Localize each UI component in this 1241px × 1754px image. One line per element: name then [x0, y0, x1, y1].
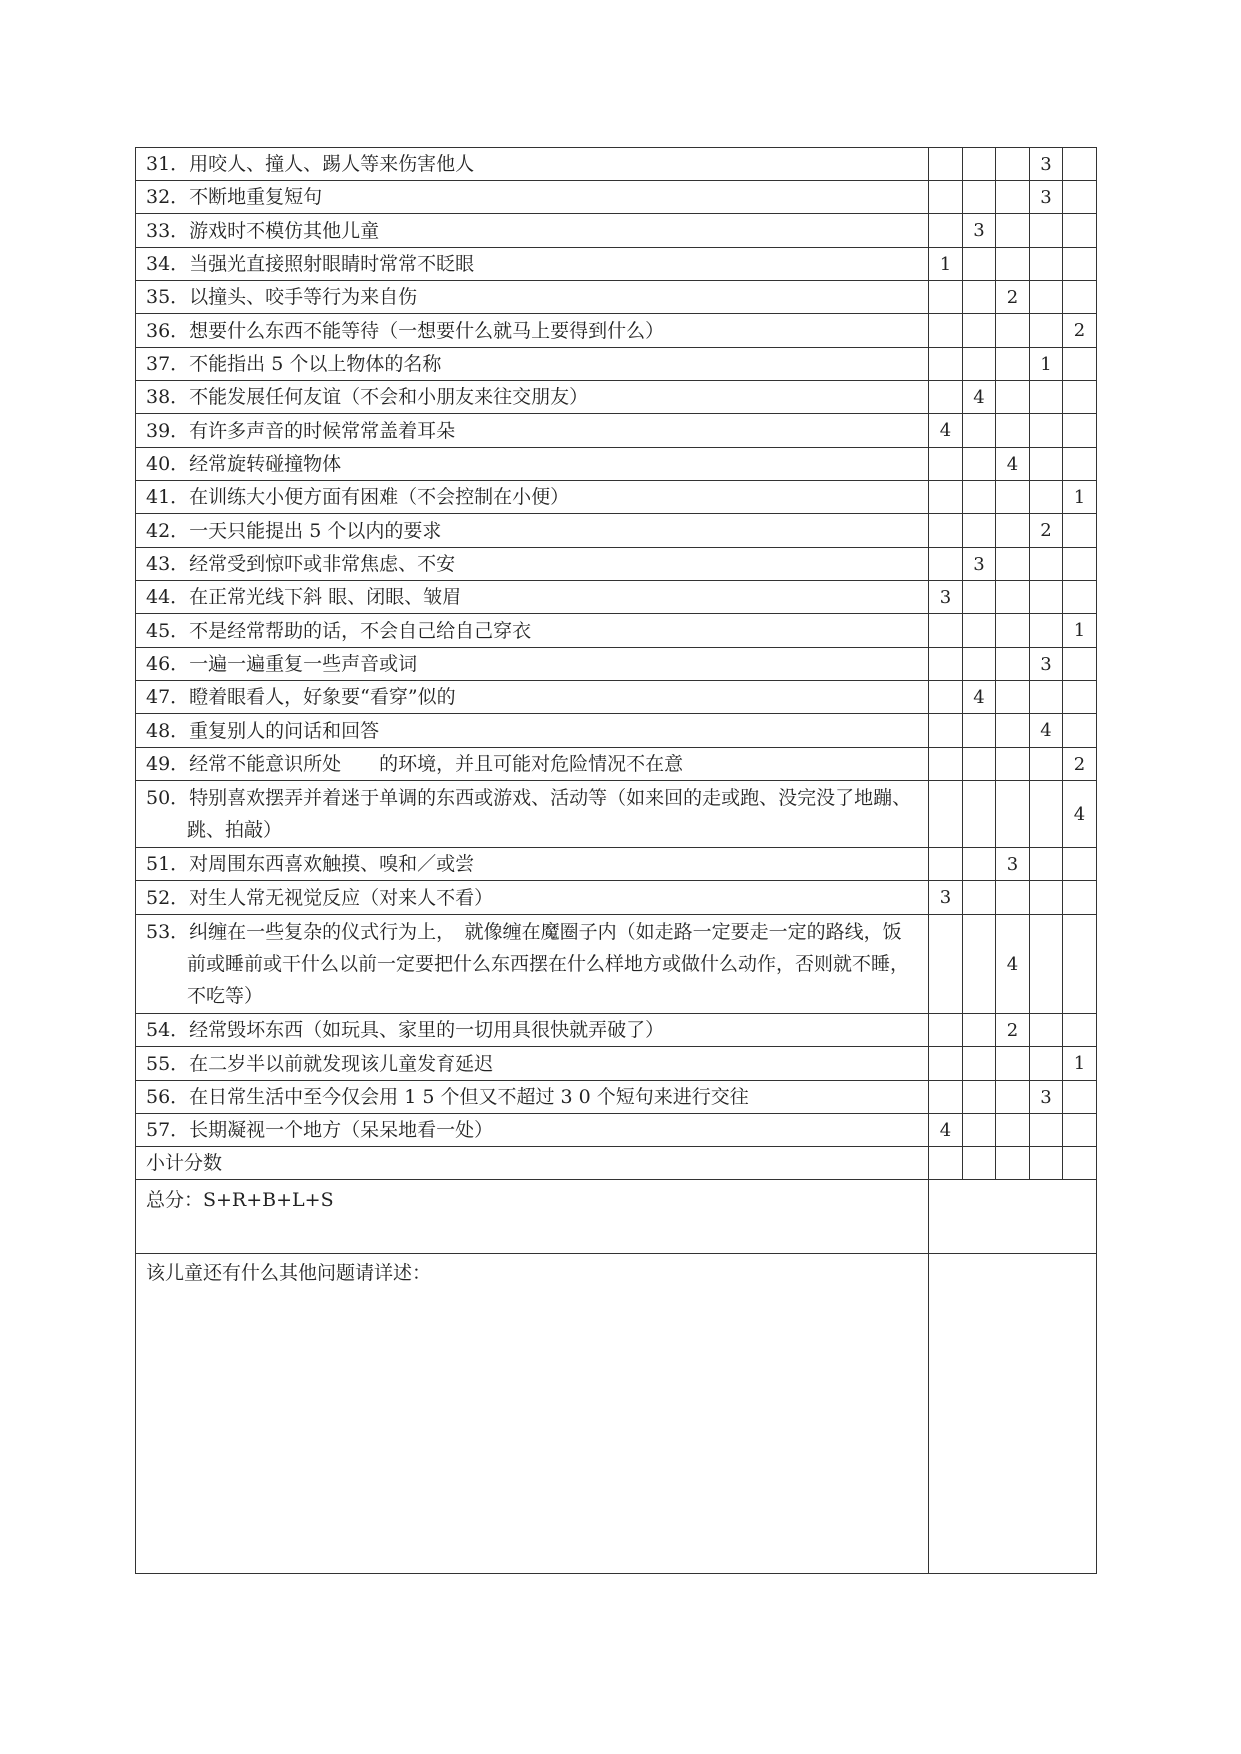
subtotal-cell[interactable]	[963, 1147, 996, 1180]
score-cell[interactable]	[929, 348, 963, 381]
table-row	[136, 448, 1097, 481]
score-cell[interactable]: 2	[1063, 314, 1097, 348]
score-cell[interactable]: 3	[963, 214, 996, 248]
score-cell[interactable]	[996, 148, 1030, 181]
score-cell[interactable]	[1063, 281, 1097, 314]
score-cell[interactable]	[963, 414, 996, 448]
score-cell[interactable]	[1030, 681, 1063, 714]
notes-answer-cell[interactable]	[929, 1254, 1097, 1574]
score-cell[interactable]	[1030, 214, 1063, 248]
score-cell[interactable]	[1063, 348, 1097, 381]
total-label: 总分：S+R+B+L+S	[136, 1180, 929, 1254]
score-cell[interactable]	[963, 148, 996, 181]
item-label: 37．不能指出 5 个以上物体的名称	[146, 353, 442, 375]
score-cell[interactable]	[1063, 681, 1097, 714]
item-label: 56．在日常生活中至今仅会用 1 5 个但又不超过 3 0 个短句来进行交往	[146, 1086, 749, 1108]
item-label: 35．以撞头、咬手等行为来自伤	[146, 286, 418, 308]
score-cell[interactable]	[996, 548, 1030, 581]
item-text	[136, 915, 929, 1014]
table-row	[136, 348, 1097, 381]
score-cell[interactable]	[1030, 748, 1063, 781]
score-cell[interactable]	[963, 281, 996, 314]
score-cell[interactable]: 4	[1063, 781, 1097, 848]
item-text	[136, 681, 929, 714]
table-row	[136, 381, 1097, 414]
score-cell[interactable]: 3	[1030, 648, 1063, 681]
score-cell[interactable]: 3	[1030, 1081, 1063, 1114]
score-cell[interactable]	[1030, 581, 1063, 614]
subtotal-row	[136, 1147, 1097, 1180]
subtotal-cell[interactable]	[1030, 1147, 1063, 1180]
table-row	[136, 614, 1097, 648]
score-cell[interactable]: 1	[1063, 481, 1097, 514]
table-row	[136, 581, 1097, 614]
item-label: 43．经常受到惊吓或非常焦虑、不安	[146, 553, 456, 575]
score-cell[interactable]	[929, 648, 963, 681]
item-text	[136, 848, 929, 881]
subtotal-cell[interactable]	[996, 1147, 1030, 1180]
score-cell[interactable]	[929, 1014, 963, 1047]
score-cell[interactable]	[929, 714, 963, 748]
score-cell[interactable]	[963, 748, 996, 781]
score-cell[interactable]: 3	[963, 548, 996, 581]
score-cell[interactable]	[996, 748, 1030, 781]
score-cell[interactable]	[996, 881, 1030, 915]
item-text	[136, 381, 929, 414]
score-cell[interactable]	[963, 848, 996, 881]
score-cell[interactable]	[963, 648, 996, 681]
score-cell[interactable]	[1063, 381, 1097, 414]
score-cell[interactable]	[1030, 448, 1063, 481]
score-cell[interactable]	[929, 548, 963, 581]
score-cell[interactable]	[1063, 214, 1097, 248]
score-cell[interactable]	[929, 448, 963, 481]
score-cell[interactable]	[1063, 1114, 1097, 1147]
score-cell[interactable]	[963, 1014, 996, 1047]
item-label: 49．经常不能意识所处 的环境，并且可能对危险情况不在意	[146, 753, 684, 775]
item-text	[136, 1014, 929, 1047]
score-cell[interactable]	[929, 281, 963, 314]
score-cell[interactable]	[996, 248, 1030, 281]
item-label: 36．想要什么东西不能等待（一想要什么就马上要得到什么）	[146, 319, 665, 342]
score-cell[interactable]	[963, 248, 996, 281]
score-cell[interactable]: 3	[1030, 148, 1063, 181]
score-cell[interactable]	[929, 781, 963, 848]
item-label: 52．对生人常无视觉反应（对来人不看）	[146, 886, 494, 909]
score-cell[interactable]	[1063, 1081, 1097, 1114]
score-cell[interactable]	[1030, 1047, 1063, 1081]
item-text	[136, 248, 929, 281]
score-cell[interactable]: 2	[996, 1014, 1030, 1047]
item-text	[136, 514, 929, 548]
table-row	[136, 148, 1097, 181]
score-cell[interactable]	[963, 614, 996, 648]
item-label: 40．经常旋转碰撞物体	[146, 453, 342, 475]
score-cell[interactable]	[996, 314, 1030, 348]
item-text	[136, 214, 929, 248]
score-cell[interactable]	[996, 648, 1030, 681]
score-cell[interactable]: 3	[996, 848, 1030, 881]
score-cell[interactable]	[1030, 881, 1063, 915]
score-cell[interactable]	[996, 381, 1030, 414]
table-row	[136, 781, 1097, 848]
item-label: 46．一遍一遍重复一些声音或词	[146, 653, 418, 675]
score-cell[interactable]	[963, 781, 996, 848]
score-cell[interactable]	[996, 1047, 1030, 1081]
item-text	[136, 148, 929, 181]
table-row	[136, 1047, 1097, 1081]
score-cell[interactable]	[963, 1114, 996, 1147]
table-row	[136, 1114, 1097, 1147]
table-row	[136, 214, 1097, 248]
item-rows	[136, 148, 1097, 1147]
score-cell[interactable]	[1030, 781, 1063, 848]
score-cell[interactable]	[996, 681, 1030, 714]
score-cell[interactable]: 4	[963, 681, 996, 714]
score-cell[interactable]	[1030, 414, 1063, 448]
item-label: 53．纠缠在一些复杂的仪式行为上， 就像缠在魔圈子内（如走路一定要走一定的路线，饭前或睡前或干什么以前一定要把什么东西摆在什么样地方或做什么动作，否则就不睡，不吃等）	[146, 921, 910, 1007]
score-cell[interactable]	[1030, 614, 1063, 648]
score-cell[interactable]	[1063, 581, 1097, 614]
table-row	[136, 1081, 1097, 1114]
score-cell[interactable]	[1063, 548, 1097, 581]
score-cell[interactable]	[963, 881, 996, 915]
score-cell[interactable]	[929, 514, 963, 548]
score-cell[interactable]	[1030, 381, 1063, 414]
item-text	[136, 581, 929, 614]
score-cell[interactable]	[929, 148, 963, 181]
item-text	[136, 748, 929, 781]
item-label: 47．瞪着眼看人，好象要“看穿”似的	[146, 686, 456, 708]
score-cell[interactable]	[996, 781, 1030, 848]
score-cell[interactable]	[996, 481, 1030, 514]
score-cell[interactable]	[929, 614, 963, 648]
score-cell[interactable]: 1	[929, 248, 963, 281]
score-cell[interactable]	[963, 714, 996, 748]
item-text	[136, 314, 929, 348]
score-cell[interactable]	[1063, 148, 1097, 181]
score-cell[interactable]	[1030, 1014, 1063, 1047]
score-cell[interactable]	[1063, 915, 1097, 1014]
score-cell[interactable]	[996, 714, 1030, 748]
scoring-table	[135, 147, 1097, 1574]
score-cell[interactable]	[1030, 1114, 1063, 1147]
score-cell[interactable]	[996, 214, 1030, 248]
table-row	[136, 414, 1097, 448]
score-cell[interactable]	[963, 915, 996, 1014]
table-row	[136, 748, 1097, 781]
score-cell[interactable]	[996, 614, 1030, 648]
total-row	[136, 1180, 1097, 1254]
score-cell[interactable]	[963, 1047, 996, 1081]
item-label: 45．不是经常帮助的话，不会自己给自己穿衣	[146, 619, 532, 642]
item-text	[136, 281, 929, 314]
table-row	[136, 314, 1097, 348]
score-cell[interactable]	[929, 1047, 963, 1081]
table-row	[136, 681, 1097, 714]
score-cell[interactable]: 3	[929, 581, 963, 614]
item-text	[136, 1047, 929, 1081]
score-cell[interactable]	[1030, 281, 1063, 314]
table-row	[136, 281, 1097, 314]
score-cell[interactable]	[929, 1081, 963, 1114]
score-cell[interactable]	[996, 414, 1030, 448]
item-text	[136, 348, 929, 381]
score-cell[interactable]	[1063, 1014, 1097, 1047]
table-row	[136, 915, 1097, 1014]
score-cell[interactable]	[1030, 314, 1063, 348]
notes-label: 该儿童还有什么其他问题请详述：	[136, 1254, 929, 1574]
item-label: 42．一天只能提出 5 个以内的要求	[146, 519, 442, 542]
score-cell[interactable]	[1030, 915, 1063, 1014]
score-cell[interactable]	[996, 181, 1030, 214]
total-value-cell[interactable]	[929, 1180, 1097, 1254]
score-cell[interactable]: 4	[1030, 714, 1063, 748]
score-cell[interactable]	[929, 481, 963, 514]
score-cell[interactable]	[929, 748, 963, 781]
score-cell[interactable]	[929, 915, 963, 1014]
score-cell[interactable]	[963, 1081, 996, 1114]
item-label: 55．在二岁半以前就发现该儿童发育延迟	[146, 1052, 494, 1075]
score-cell[interactable]	[1063, 881, 1097, 915]
item-label: 54．经常毁坏东西（如玩具、家里的一切用具很快就弄破了）	[146, 1019, 665, 1041]
score-cell[interactable]: 1	[1063, 614, 1097, 648]
score-cell[interactable]	[963, 514, 996, 548]
item-label: 48．重复别人的问话和回答	[146, 719, 380, 742]
item-label: 32．不断地重复短句	[146, 186, 323, 208]
score-cell[interactable]	[1030, 481, 1063, 514]
score-cell[interactable]	[963, 481, 996, 514]
score-cell[interactable]	[963, 314, 996, 348]
score-cell[interactable]	[1063, 248, 1097, 281]
score-cell[interactable]	[929, 214, 963, 248]
score-cell[interactable]	[1030, 848, 1063, 881]
score-cell[interactable]	[929, 381, 963, 414]
score-cell[interactable]	[1063, 648, 1097, 681]
item-label: 51．对周围东西喜欢触摸、嗅和／或尝	[146, 853, 475, 875]
item-label: 57．长期凝视一个地方（呆呆地看一处）	[146, 1119, 494, 1141]
score-cell[interactable]	[963, 181, 996, 214]
score-cell[interactable]	[996, 514, 1030, 548]
score-cell[interactable]	[1063, 448, 1097, 481]
score-cell[interactable]	[996, 1081, 1030, 1114]
subtotal-cell[interactable]	[1063, 1147, 1097, 1180]
score-cell[interactable]: 1	[1063, 1047, 1097, 1081]
table-row	[136, 548, 1097, 581]
item-text	[136, 714, 929, 748]
score-cell[interactable]: 2	[996, 281, 1030, 314]
item-label: 39．有许多声音的时候常常盖着耳朵	[146, 419, 456, 442]
score-cell[interactable]: 4	[996, 448, 1030, 481]
table-row	[136, 648, 1097, 681]
score-cell[interactable]	[963, 581, 996, 614]
score-cell[interactable]: 2	[1030, 514, 1063, 548]
score-cell[interactable]	[996, 581, 1030, 614]
score-cell[interactable]	[963, 448, 996, 481]
score-cell[interactable]: 1	[1030, 348, 1063, 381]
score-cell[interactable]	[996, 348, 1030, 381]
item-text	[136, 1081, 929, 1114]
score-cell[interactable]	[929, 314, 963, 348]
item-text	[136, 481, 929, 514]
score-cell[interactable]	[1030, 548, 1063, 581]
score-cell[interactable]	[929, 848, 963, 881]
score-cell[interactable]: 4	[996, 915, 1030, 1014]
item-text	[136, 881, 929, 915]
item-text	[136, 614, 929, 648]
item-text	[136, 414, 929, 448]
score-cell[interactable]: 2	[1063, 748, 1097, 781]
score-cell[interactable]: 3	[1030, 181, 1063, 214]
table-row	[136, 181, 1097, 214]
score-cell[interactable]: 3	[929, 881, 963, 915]
score-cell[interactable]	[1063, 181, 1097, 214]
table-row	[136, 848, 1097, 881]
score-cell[interactable]	[1063, 514, 1097, 548]
score-cell[interactable]	[1063, 848, 1097, 881]
item-label: 41．在训练大小便方面有困难（不会控制在小便）	[146, 486, 570, 508]
item-label: 50．特别喜欢摆弄并着迷于单调的东西或游戏、活动等（如来回的走或跑、没完没了地蹦、跳、拍敲）	[146, 787, 912, 841]
item-text	[136, 1114, 929, 1147]
score-cell[interactable]	[929, 681, 963, 714]
subtotal-label: 小计分数	[136, 1147, 929, 1180]
score-cell[interactable]: 4	[929, 414, 963, 448]
table-row	[136, 481, 1097, 514]
score-cell[interactable]	[996, 1114, 1030, 1147]
item-text	[136, 548, 929, 581]
table-row	[136, 1014, 1097, 1047]
score-cell[interactable]	[1063, 414, 1097, 448]
item-label: 33．游戏时不模仿其他儿童	[146, 219, 380, 242]
score-cell[interactable]: 4	[929, 1114, 963, 1147]
item-text	[136, 781, 929, 848]
item-label: 31．用咬人、撞人、踢人等来伤害他人	[146, 153, 475, 175]
table-row	[136, 881, 1097, 915]
table-row	[136, 248, 1097, 281]
score-cell[interactable]	[963, 348, 996, 381]
item-text	[136, 181, 929, 214]
score-cell[interactable]	[1063, 714, 1097, 748]
table-row	[136, 714, 1097, 748]
subtotal-cell[interactable]	[929, 1147, 963, 1180]
item-label: 34．当强光直接照射眼睛时常常不眨眼	[146, 253, 475, 275]
score-cell[interactable]: 4	[963, 381, 996, 414]
score-cell[interactable]	[929, 181, 963, 214]
notes-row	[136, 1254, 1097, 1574]
item-text	[136, 448, 929, 481]
table-row	[136, 514, 1097, 548]
item-text	[136, 648, 929, 681]
score-cell[interactable]	[1030, 248, 1063, 281]
item-label: 44．在正常光线下斜 眼、闭眼、皱眉	[146, 586, 462, 608]
item-label: 38．不能发展任何友谊（不会和小朋友来往交朋友）	[146, 386, 589, 408]
